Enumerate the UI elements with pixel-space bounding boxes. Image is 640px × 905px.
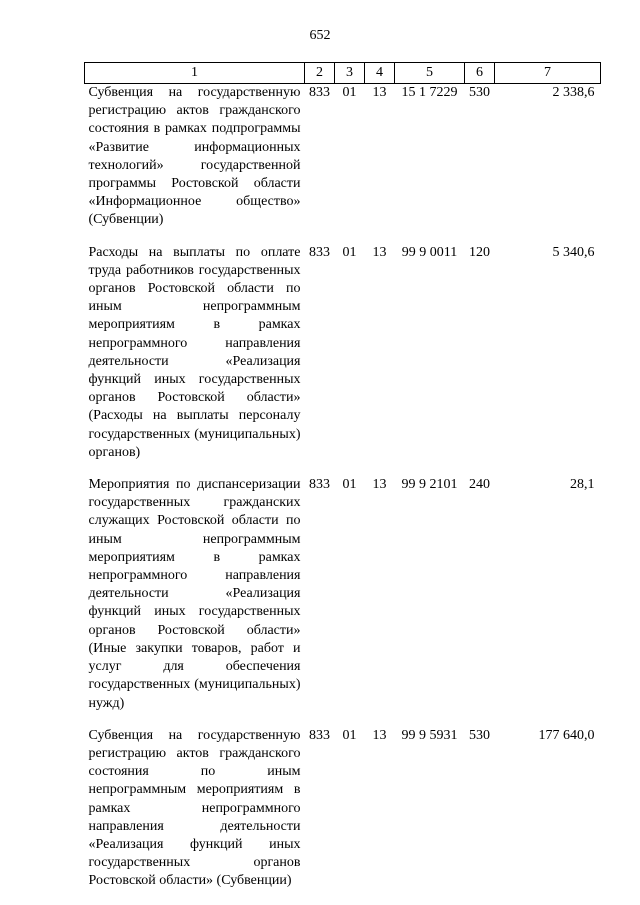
table-row	[85, 476, 601, 727]
table-row	[85, 727, 601, 905]
row-code: 833	[309, 85, 330, 100]
row-description: Расходы на выплаты по оплате труда работников государственных органов Ростовской области по иным непрограммным мероприятиям в рамках непрограммного направления деятельности «Реализация функций иных государственных органов Ростовской области» (Расходы на выплаты персоналу государственных (муниципальных) органов)	[88, 244, 301, 460]
row-type: 530	[469, 727, 490, 743]
row-amount: 28,1	[570, 477, 595, 493]
column-header: 2	[305, 63, 335, 84]
row-subsection: 13	[372, 727, 387, 743]
row-subsection: 13	[372, 244, 387, 260]
table-row	[85, 84, 601, 244]
row-type: 240	[469, 477, 490, 493]
column-header: 3	[335, 63, 365, 84]
row-target: 99 9 0011	[401, 244, 458, 260]
row-description: Субвенция на государственную регистрацию актов гражданского состояния по иным непрограммным мероприятиям в рамках непрограммного направления деятельности «Реализация функций иных государственных органов Ростовской области» (Субвенции)	[88, 727, 301, 889]
row-section: 01	[342, 727, 357, 743]
row-amount: 5 340,6	[552, 244, 595, 260]
row-amount: 2 338,6	[552, 85, 595, 100]
column-header: 6	[465, 63, 495, 84]
column-header: 1	[85, 63, 305, 84]
table-header-row	[85, 63, 601, 84]
row-target: 15 1 7229	[401, 85, 458, 100]
row-description: Мероприятия по диспансеризации государственных гражданских служащих Ростовской области по иным непрограммным мероприятиям в рамках непрограммного направления деятельности «Реализация функций иных государственных органов Ростовской области» (Иные закупки товаров, работ и услуг для обеспечения государственных (муниципальных) нужд)	[88, 477, 301, 711]
row-code: 833	[309, 477, 330, 493]
row-section: 01	[342, 477, 357, 493]
budget-table	[84, 62, 601, 905]
row-type: 120	[469, 244, 490, 260]
page-number: 652	[309, 28, 331, 43]
column-header: 7	[495, 63, 601, 84]
row-description: Субвенция на государственную регистрацию актов гражданского состояния в рамках подпрограммы «Развитие информационных технологий» государственной программы Ростовской области «Информационное общество» (Субвенции)	[88, 85, 301, 228]
row-type: 530	[469, 85, 490, 100]
row-code: 833	[309, 727, 330, 743]
table-row	[85, 244, 601, 476]
row-target: 99 9 2101	[401, 477, 458, 493]
row-amount: 177 640,0	[538, 727, 595, 743]
row-section: 01	[342, 85, 357, 100]
column-header: 4	[365, 63, 395, 84]
row-code: 833	[309, 244, 330, 260]
row-subsection: 13	[372, 85, 387, 100]
column-header: 5	[395, 63, 465, 84]
row-target: 99 9 5931	[401, 727, 458, 743]
row-subsection: 13	[372, 477, 387, 493]
row-section: 01	[342, 244, 357, 260]
